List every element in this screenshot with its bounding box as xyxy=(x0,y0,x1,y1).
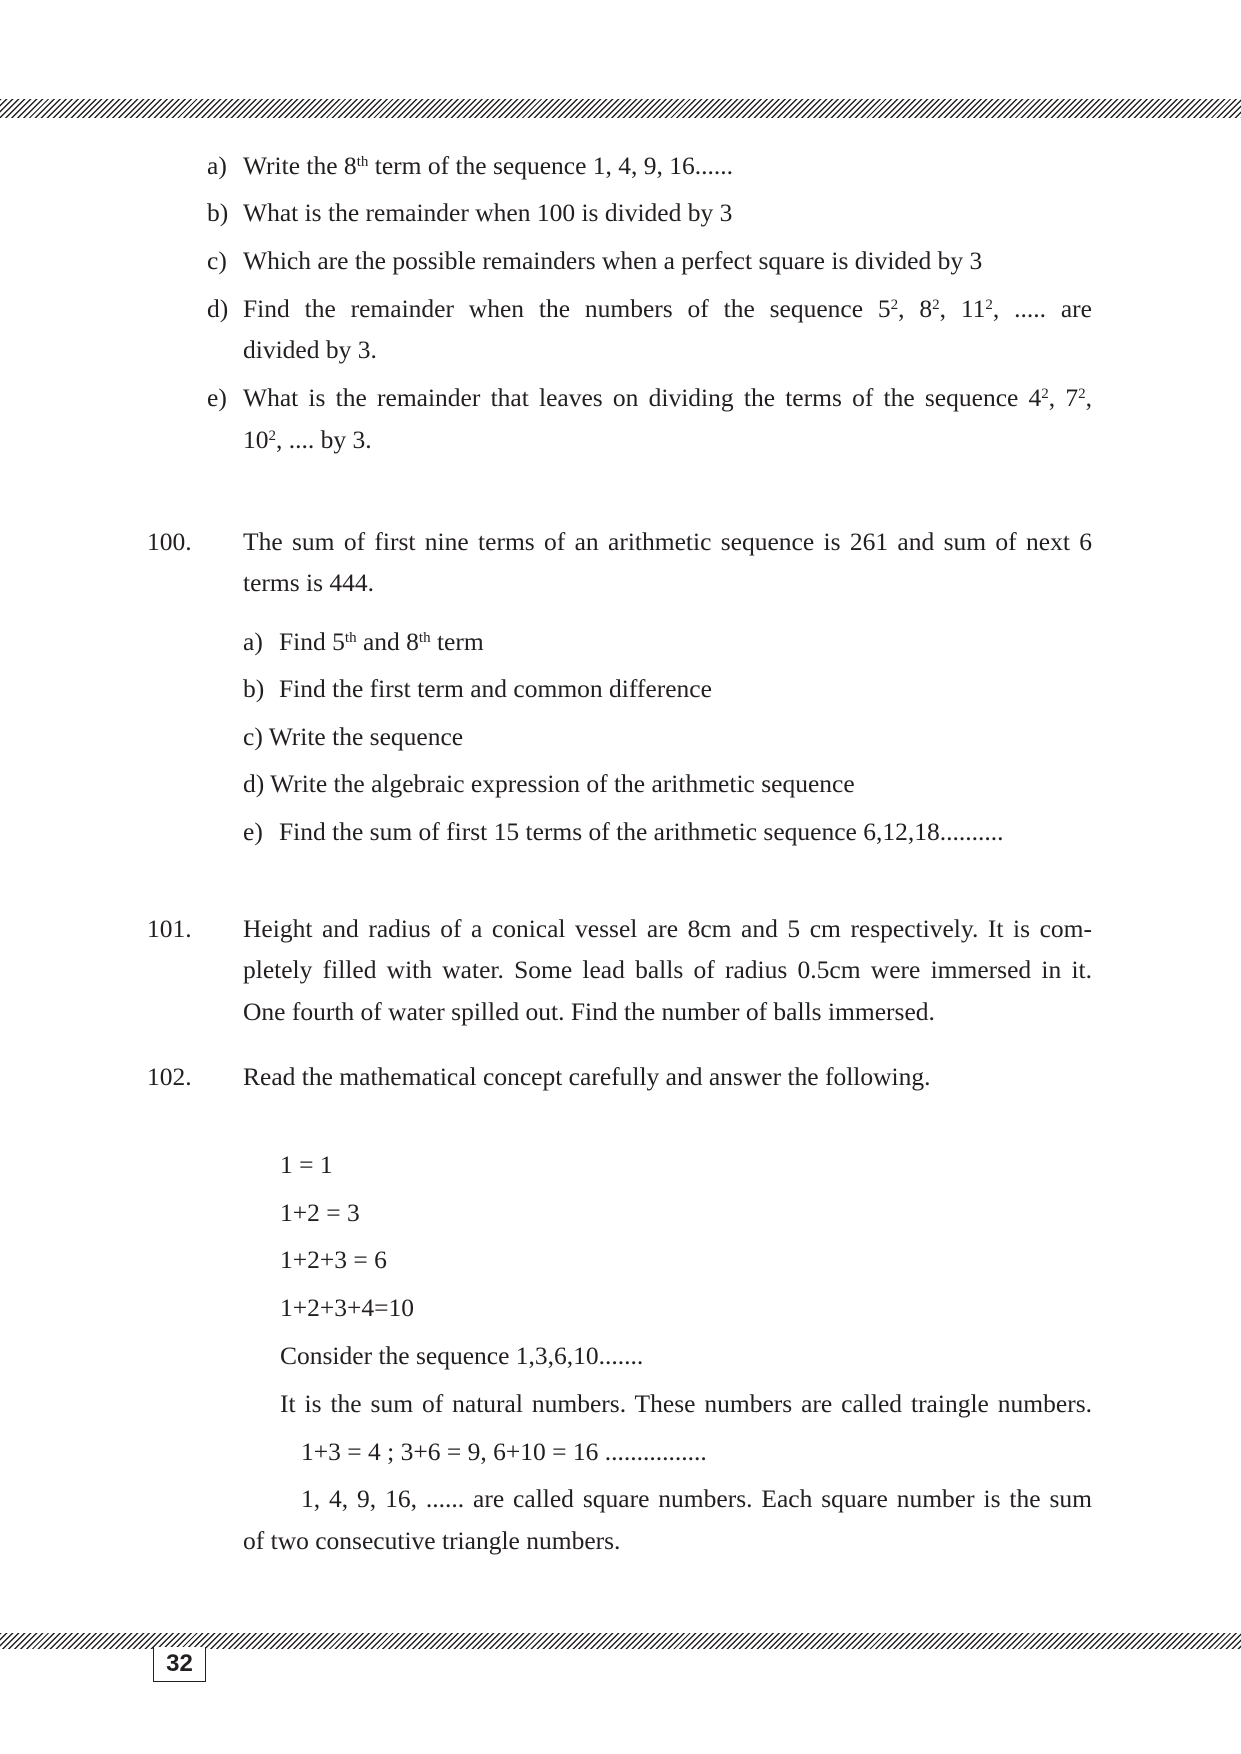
q100-part-c: c) Write the sequence xyxy=(243,722,464,751)
q101-text-line3: One fourth of water spilled out. Find the number of balls immersed. xyxy=(243,997,935,1026)
q102-intro: Read the mathematical concept carefully and answer the following. xyxy=(243,1062,931,1091)
part-label: e) xyxy=(207,383,227,412)
question-number: 102. xyxy=(147,1062,192,1091)
q102-sum-text: It is the sum of natural numbers. These numbers are called traingle numbers. xyxy=(280,1389,1092,1418)
q99-part-d-line1: Find the remainder when the numbers of the sequence $5^2$, $8^2$, $11^2$, ..... are xyxy=(243,294,1092,323)
q100-part-e: Find the sum of first 15 terms of the arithmetic sequence 6,12,18.......... xyxy=(279,817,1004,846)
part-label: e) xyxy=(243,817,263,846)
part-label: d) xyxy=(207,294,229,323)
q99-part-e-line2: $10^2$, .... by 3. xyxy=(243,425,372,454)
q102-equation-1: 1 = 1 xyxy=(280,1150,333,1179)
question-number: 100. xyxy=(147,527,192,556)
q102-square-text-line1: 1, 4, 9, 16, ...... are called square numbers. Each square number is the sum xyxy=(301,1484,1092,1513)
part-label: a) xyxy=(243,627,263,656)
q100-part-b: Find the first term and common difference xyxy=(279,674,712,703)
top-hatched-border xyxy=(0,99,1241,118)
q99-part-d-line2: divided by 3. xyxy=(243,335,377,364)
q100-text-line1: The sum of first nine terms of an arithmetic sequence is 261 and sum of next 6 xyxy=(243,527,1092,556)
q100-part-d: d) Write the algebraic expression of the arithmetic sequence xyxy=(243,769,855,798)
part-label: b) xyxy=(243,674,265,703)
q102-sums: 1+3 = 4 ; 3+6 = 9, 6+10 = 16 ................ xyxy=(301,1437,707,1466)
q100-part-a: Find 5th and 8th term xyxy=(279,627,484,656)
q102-equation-3: 1+2+3 = 6 xyxy=(280,1245,387,1274)
q99-part-e-line1: What is the remainder that leaves on dividing the terms of the sequence $4^2$, $7^2$, xyxy=(243,383,1093,412)
q99-part-a: Write the 8th term of the sequence 1, 4, 9, 16...... xyxy=(243,151,734,180)
part-label: b) xyxy=(207,198,229,227)
part-label: c) xyxy=(207,246,227,275)
q100-text-line2: terms is 444. xyxy=(243,568,375,597)
q102-square-text-line2: of two consecutive triangle numbers. xyxy=(243,1526,621,1555)
q102-equation-2: 1+2 = 3 xyxy=(280,1198,360,1227)
question-number: 101. xyxy=(147,914,192,943)
q99-part-b: What is the remainder when 100 is divided by 3 xyxy=(243,198,733,227)
q99-part-c: Which are the possible remainders when a perfect square is divided by 3 xyxy=(243,246,983,275)
part-label: a) xyxy=(207,151,227,180)
q101-text-line2: pletely filled with water. Some lead balls of radius 0.5cm were immersed in it. xyxy=(243,955,1092,984)
page-number: 32 xyxy=(153,1647,206,1682)
q102-consider-text: Consider the sequence 1,3,6,10....... xyxy=(280,1341,644,1370)
q101-text-line1: Height and radius of a conical vessel are 8cm and 5 cm respectively. It is com- xyxy=(243,914,1092,943)
q102-equation-4: 1+2+3+4=10 xyxy=(280,1293,415,1322)
